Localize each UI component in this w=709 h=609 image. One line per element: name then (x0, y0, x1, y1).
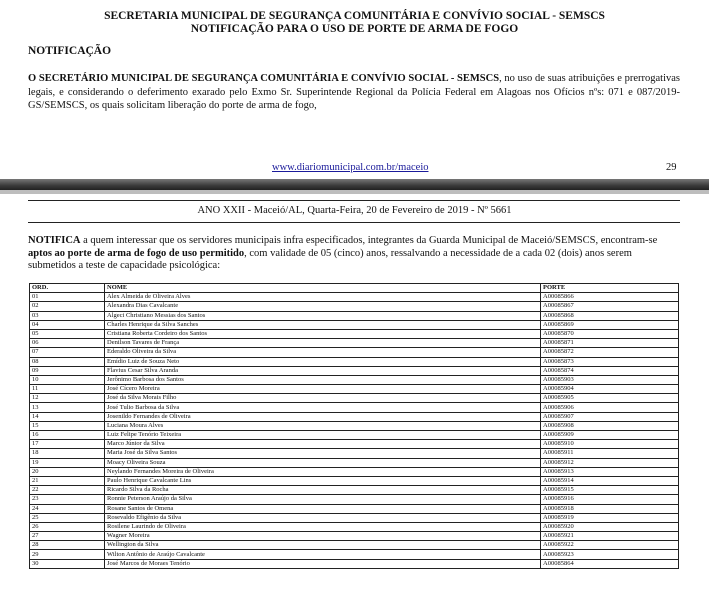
table-row (30, 385, 679, 394)
cell-porte: A00085913 (541, 467, 679, 476)
cell-ord: 16 (30, 431, 105, 440)
cell-ord: 29 (30, 550, 105, 559)
cell-nome: José Cícero Moreira (105, 385, 541, 394)
cell-ord: 09 (30, 366, 105, 375)
cell-nome: Ricardo Silva da Rocha (105, 486, 541, 495)
cell-porte: A00085870 (541, 329, 679, 338)
cell-porte: A00085869 (541, 320, 679, 329)
cell-ord: 07 (30, 348, 105, 357)
notificacao-heading: NOTIFICAÇÃO (28, 45, 112, 57)
cell-ord: 14 (30, 412, 105, 421)
cell-porte: A00085903 (541, 375, 679, 384)
cell-ord: 20 (30, 467, 105, 476)
page-number: 29 (666, 162, 677, 173)
cell-nome: Rosane Santos de Omena (105, 504, 541, 513)
table-row (30, 559, 679, 568)
issue-rule-bottom (28, 222, 680, 223)
cell-nome: Rosilene Laurindo de Oliveira (105, 522, 541, 531)
cell-ord: 22 (30, 486, 105, 495)
cell-porte: A00085918 (541, 504, 679, 513)
table-row (30, 541, 679, 550)
cell-nome: Josenildo Fernandes de Oliveira (105, 412, 541, 421)
header-secretaria: SECRETARIA MUNICIPAL DE SEGURANÇA COMUNITÁRIA E CONVÍVIO SOCIAL - SEMSCS (104, 10, 605, 22)
table-header-row (30, 284, 679, 293)
cell-ord: 21 (30, 476, 105, 485)
table-row (30, 476, 679, 485)
cell-nome: Moacy Oliveira Souza (105, 458, 541, 467)
cell-porte: A00085874 (541, 366, 679, 375)
cell-porte: A00085907 (541, 412, 679, 421)
cell-porte: A00085914 (541, 476, 679, 485)
cell-ord: 25 (30, 513, 105, 522)
cell-ord: 28 (30, 541, 105, 550)
cell-porte: A00085906 (541, 403, 679, 412)
cell-nome: Ronnie Peterson Araújo da Silva (105, 495, 541, 504)
cell-porte: A00085921 (541, 532, 679, 541)
table-row (30, 375, 679, 384)
table-row (30, 532, 679, 541)
table-row (30, 412, 679, 421)
table-row (30, 504, 679, 513)
cell-porte: A00085909 (541, 431, 679, 440)
table-row (30, 357, 679, 366)
cell-ord: 12 (30, 394, 105, 403)
notifica-text-1: a quem interessar que os servidores municipais infra especificados, integrantes da Guarda Municipal de Maceió/SEMSCS, encontram-se (80, 235, 658, 246)
cell-porte: A00085915 (541, 486, 679, 495)
cell-ord: 19 (30, 458, 105, 467)
cell-ord: 24 (30, 504, 105, 513)
cell-ord: 10 (30, 375, 105, 384)
col-porte-header: PORTE (541, 284, 679, 293)
cell-ord: 17 (30, 440, 105, 449)
table-row (30, 449, 679, 458)
table-row (30, 550, 679, 559)
cell-porte: A00085919 (541, 513, 679, 522)
cell-nome: José Marcos de Moraes Tenório (105, 559, 541, 568)
cell-porte: A00085920 (541, 522, 679, 531)
cell-porte: A00085911 (541, 449, 679, 458)
table-row (30, 366, 679, 375)
issue-rule-top (28, 200, 680, 201)
cell-nome: Emídio Luiz de Souza Neto (105, 357, 541, 366)
col-ord-header: ORD. (30, 284, 105, 293)
table-row (30, 329, 679, 338)
diario-link[interactable]: www.diariomunicipal.com.br/maceio (272, 162, 429, 173)
cell-ord: 27 (30, 532, 105, 541)
table-row (30, 311, 679, 320)
page-separator (0, 179, 709, 190)
cell-nome: Paulo Henrique Cavalcante Lins (105, 476, 541, 485)
cell-porte: A00085867 (541, 302, 679, 311)
cell-porte: A00085912 (541, 458, 679, 467)
cell-porte: A00085873 (541, 357, 679, 366)
cell-nome: José da Silva Morais Filho (105, 394, 541, 403)
notifica-keyword: NOTIFICA (28, 235, 81, 246)
table-row (30, 320, 679, 329)
cell-porte: A00085868 (541, 311, 679, 320)
cell-nome: Wilton Antônio de Araújo Cavalcante (105, 550, 541, 559)
cell-porte: A00085910 (541, 440, 679, 449)
cell-porte: A00085864 (541, 559, 679, 568)
table-row (30, 458, 679, 467)
cell-ord: 05 (30, 329, 105, 338)
notification-paragraph (28, 72, 680, 113)
table-row (30, 467, 679, 476)
cell-porte: A00085871 (541, 339, 679, 348)
table-row (30, 431, 679, 440)
previous-page-section (0, 0, 709, 178)
cell-nome: Wagner Moreira (105, 532, 541, 541)
cell-ord: 23 (30, 495, 105, 504)
cell-porte: A00085916 (541, 495, 679, 504)
cell-nome: Luiz Felipe Tenório Teixeira (105, 431, 541, 440)
cell-ord: 26 (30, 522, 105, 531)
secretary-title: O SECRETÁRIO MUNICIPAL DE SEGURANÇA COMUNITÁRIA E CONVÍVIO SOCIAL - SEMSCS (28, 73, 500, 84)
issue-line: ANO XXII - Maceió/AL, Quarta-Feira, 20 de Fevereiro de 2019 - Nº 5661 (197, 205, 512, 216)
notification-text: , no uso de suas atribuições e prerrogativas legais, e considerando o deferimento exarado pelo Exmo Sr. Superintende Regional da Polícia Federal em Alagoas nos Ofícios nºs: 071 e 087/2019-GS/SEMSCS, os quais solicitam liberação do porte de arma de fogo, (28, 73, 680, 111)
cell-ord: 30 (30, 559, 105, 568)
col-nome-header: NOME (105, 284, 541, 293)
cell-porte: A00085923 (541, 550, 679, 559)
cell-nome: José Tulio Barbosa da Silva (105, 403, 541, 412)
table-row (30, 421, 679, 430)
cell-ord: 13 (30, 403, 105, 412)
cell-nome: Cristiana Roberta Cordeiro dos Santos (105, 329, 541, 338)
aptos-phrase: aptos ao porte de arma de fogo de uso permitido (28, 247, 245, 259)
cell-ord: 03 (30, 311, 105, 320)
cell-ord: 02 (30, 302, 105, 311)
cell-ord: 18 (30, 449, 105, 458)
cell-ord: 04 (30, 320, 105, 329)
cell-ord: 15 (30, 421, 105, 430)
cell-porte: A00085866 (541, 293, 679, 302)
cell-nome: Rosevaldo Efigênio da Silva (105, 513, 541, 522)
cell-nome: Ederaldo Oliveira da Silva (105, 348, 541, 357)
table-row (30, 440, 679, 449)
page-separator-shadow (0, 190, 709, 194)
cell-porte: A00085908 (541, 421, 679, 430)
table-row (30, 348, 679, 357)
notifica-paragraph (28, 235, 680, 273)
cell-nome: Flavius Cesar Silva Aranda (105, 366, 541, 375)
cell-nome: Luciana Moura Alves (105, 421, 541, 430)
header-notificacao: NOTIFICAÇÃO PARA O USO DE PORTE DE ARMA DE FOGO (190, 23, 519, 35)
cell-nome: Alexandra Dias Cavalcante (105, 302, 541, 311)
table-row (30, 495, 679, 504)
table-row (30, 339, 679, 348)
cell-ord: 01 (30, 293, 105, 302)
cell-nome: Marco Júnior da Silva (105, 440, 541, 449)
servidores-table (29, 283, 679, 569)
cell-ord: 06 (30, 339, 105, 348)
cell-porte: A00085872 (541, 348, 679, 357)
cell-nome: Neylando Fernandes Moreira de Oliveira (105, 467, 541, 476)
cell-nome: Wellington da Silva (105, 541, 541, 550)
cell-nome: Algeci Christiano Messias dos Santos (105, 311, 541, 320)
cell-ord: 11 (30, 385, 105, 394)
cell-porte: A00085905 (541, 394, 679, 403)
cell-ord: 08 (30, 357, 105, 366)
cell-nome: Jerônimo Barbosa dos Santos (105, 375, 541, 384)
cell-nome: Maria José da Silva Santos (105, 449, 541, 458)
cell-nome: Alex Almeida de Oliveira Alves (105, 293, 541, 302)
table-row (30, 486, 679, 495)
cell-porte: A00085904 (541, 385, 679, 394)
table-row (30, 293, 679, 302)
cell-nome: Charles Henrique da Silva Sanches (105, 320, 541, 329)
notifica-text-2: , com validade de 05 (cinco) anos, ressalvando a necessidade de a cada 02 (dois) anos serem submetidos a teste de capacidade psicológica: (28, 247, 632, 271)
table-row (30, 302, 679, 311)
cell-nome: Denilson Tavares de França (105, 339, 541, 348)
table-row (30, 403, 679, 412)
cell-porte: A00085922 (541, 541, 679, 550)
table-row (30, 522, 679, 531)
table-row (30, 394, 679, 403)
table-row (30, 513, 679, 522)
